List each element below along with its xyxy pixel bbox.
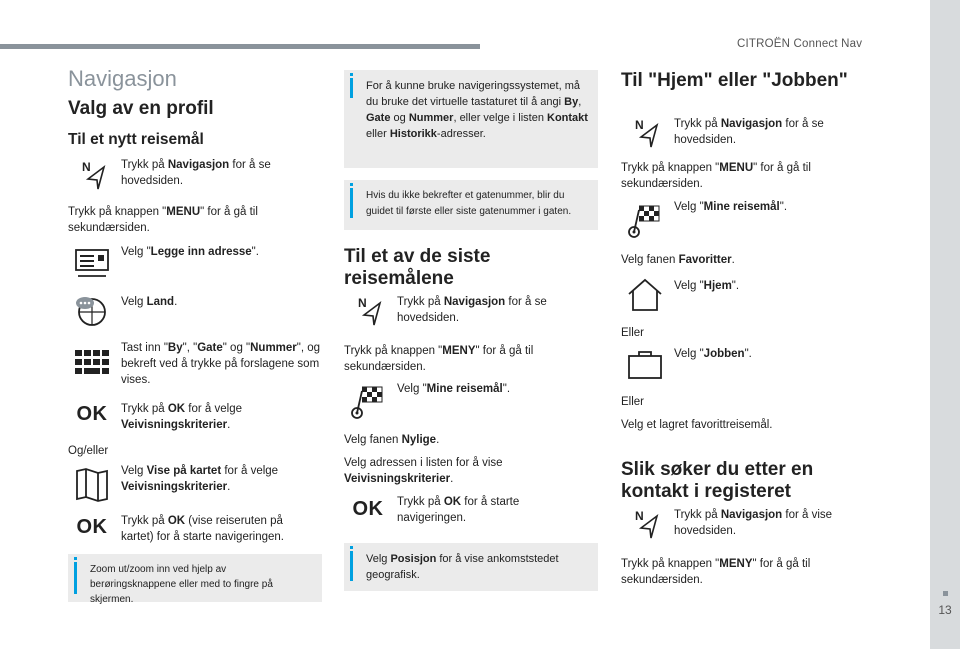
left-step-7: Velg Vise på kartet for å velge Veivisningskriterier. bbox=[121, 465, 279, 493]
right-step-6: Velg "Jobben". bbox=[674, 348, 752, 360]
left-step-5: Tast inn "By", "Gate" og "Nummer", og bekreft ved å trykke på forslagene som vises. bbox=[121, 342, 321, 386]
heading-contact-search: Slik søker du etter en kontakt i registeret bbox=[621, 459, 814, 502]
middle-step-5: Velg adressen i listen for å vise Veivisningskriterier. bbox=[344, 457, 503, 485]
middle-note-2-text: Hvis du ikke bekrefter et gatenummer, blir du guidet til første eller siste gatenummer i gaten. bbox=[366, 190, 572, 217]
navigation-icon bbox=[346, 292, 390, 330]
map-icon bbox=[70, 466, 114, 504]
middle-step-2: Trykk på knappen "MENY" for å gå til sekundærsiden. bbox=[344, 345, 534, 373]
home-icon bbox=[623, 276, 667, 314]
my-destinations-flag-icon bbox=[346, 384, 390, 422]
heading-home-work: Til "Hjem" eller "Jobben" bbox=[621, 70, 848, 91]
left-step-2: Trykk på knappen "MENU" for å gå til sekundærsiden. bbox=[68, 206, 258, 234]
country-globe-icon bbox=[70, 291, 114, 329]
left-step-3: Velg "Legge inn adresse". bbox=[121, 246, 259, 258]
subheading-new-destination: Til et nytt reisemål bbox=[68, 131, 204, 148]
middle-note-3-text: Velg Posisjon for å vise ankomststedet geografisk. bbox=[366, 553, 559, 581]
navigation-icon bbox=[623, 505, 667, 543]
heading-profile: Valg av en profil bbox=[68, 98, 214, 119]
right-step-1: Trykk på Navigasjon for å se hovedsiden. bbox=[674, 118, 824, 146]
section-title: Navigasjon bbox=[68, 66, 177, 91]
right-step-5: Velg "Hjem". bbox=[674, 280, 740, 292]
keyboard-icon bbox=[70, 343, 114, 381]
left-step-8: Trykk på OK (vise reiseruten på kartet) for å starte navigeringen. bbox=[121, 515, 284, 543]
svg-text:N: N bbox=[358, 296, 367, 310]
navigation-icon bbox=[70, 156, 114, 194]
info-marker bbox=[350, 188, 353, 218]
middle-step-1: Trykk på Navigasjon for å se hovedsiden. bbox=[397, 296, 547, 324]
middle-note-1-text: For å kunne bruke navigeringssystemet, må du bruke det virtuelle tastaturet til å angi By, Gate og Nummer, eller velge i listen Kontakt eller Historikk-adresser. bbox=[366, 80, 588, 140]
middle-info-note-1 bbox=[344, 70, 598, 168]
header-rule bbox=[0, 44, 480, 49]
page-side-band bbox=[930, 0, 960, 649]
svg-text:N: N bbox=[635, 118, 644, 132]
info-marker bbox=[74, 562, 77, 594]
my-destinations-flag-icon bbox=[623, 203, 667, 241]
middle-step-4: Velg fanen Nylige. bbox=[344, 434, 440, 446]
page-marker bbox=[943, 591, 948, 596]
enter-address-icon bbox=[70, 244, 114, 282]
info-marker bbox=[350, 78, 353, 98]
svg-text:N: N bbox=[82, 160, 91, 174]
work-briefcase-icon bbox=[623, 345, 667, 383]
ok-icon: OK bbox=[76, 402, 108, 425]
heading-recent-destinations: Til et av de siste reisemålene bbox=[344, 246, 491, 289]
right-step-3: Velg "Mine reisemål". bbox=[674, 201, 788, 213]
left-or-label: Og/eller bbox=[68, 445, 109, 457]
right-step-8: Trykk på Navigasjon for å vise hovedsiden. bbox=[674, 509, 833, 537]
brand-label: CITROËN Connect Nav bbox=[737, 38, 863, 50]
middle-step-6: Trykk på OK for å starte navigeringen. bbox=[397, 496, 520, 524]
left-step-6: Trykk på OK for å velge Veivisningskriterier. bbox=[121, 403, 243, 431]
middle-step-3: Velg "Mine reisemål". bbox=[397, 383, 511, 395]
right-or-1: Eller bbox=[621, 327, 645, 339]
left-step-4: Velg Land. bbox=[121, 296, 178, 308]
right-step-7: Velg et lagret favorittreisemål. bbox=[621, 419, 773, 431]
left-info-note bbox=[68, 554, 322, 605]
left-note-text: Zoom ut/zoom inn ved hjelp av berøringsknappene eller med to fingre på skjermen. bbox=[90, 564, 273, 605]
middle-info-note-2 bbox=[344, 180, 598, 230]
right-step-9: Trykk på knappen "MENY" for å gå til sekundærsiden. bbox=[621, 558, 811, 586]
right-or-2: Eller bbox=[621, 396, 645, 408]
navigation-icon bbox=[623, 114, 667, 152]
page-number: 13 bbox=[938, 603, 952, 617]
svg-text:N: N bbox=[635, 509, 644, 523]
ok-icon: OK bbox=[352, 497, 384, 520]
right-step-4: Velg fanen Favoritter. bbox=[621, 254, 735, 266]
middle-info-note-3 bbox=[344, 543, 598, 591]
left-step-1: Trykk på Navigasjon for å se hovedsiden. bbox=[121, 159, 271, 187]
info-marker bbox=[350, 551, 353, 581]
ok-icon: OK bbox=[76, 515, 108, 538]
right-step-2: Trykk på knappen "MENU" for å gå til sekundærsiden. bbox=[621, 162, 811, 190]
